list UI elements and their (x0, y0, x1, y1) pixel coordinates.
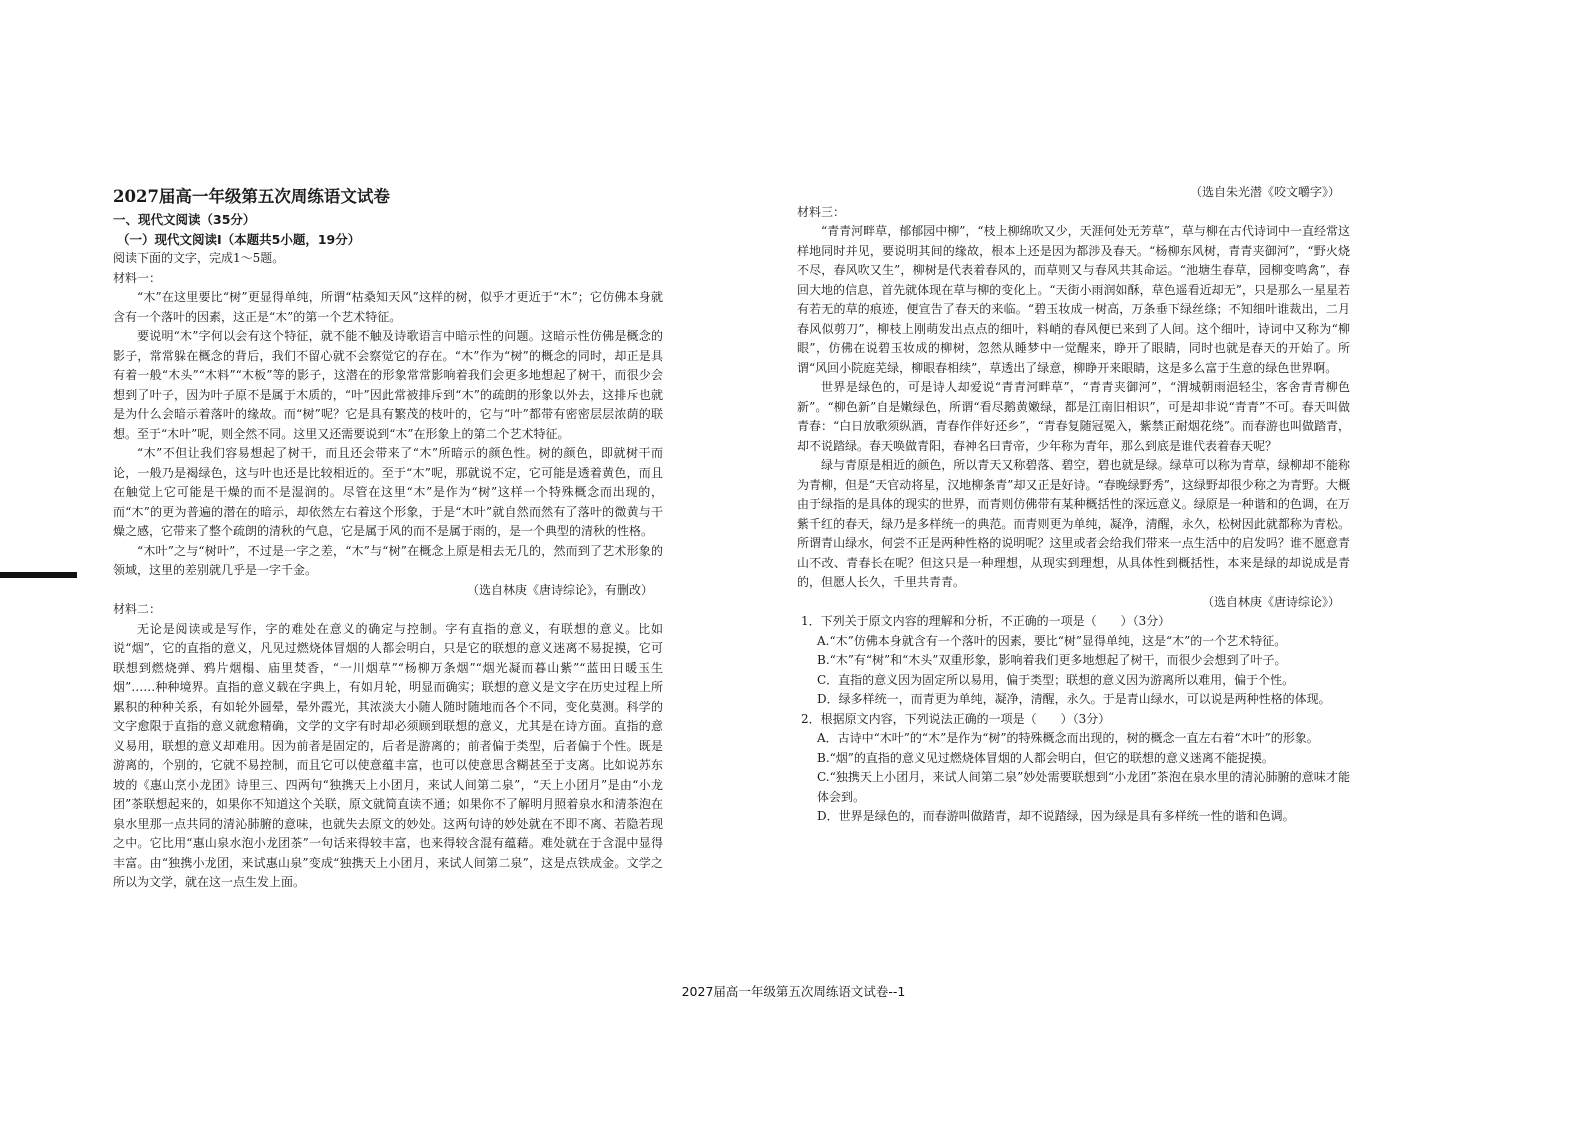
material-3-para: “青青河畔草，郁郁园中柳”，“枝上柳绵吹又少，天涯何处无芳草”，草与柳在古代诗词中一直经常这样地同时并见，要说明其间的缘故，根本上还是因为都涉及春天。“杨柳东风树，青青夹御河”，“野火烧不尽，春风吹又生”，柳树是代表着春风的，而草则又与春风共其命运。“池塘生春草，园柳变鸣禽”，春回大地的信息，首先就体现在草与柳的变化上。“天街小雨润如酥，草色遥看近却无”，只是那么一星星若有若无的草的痕迹，便宣告了春天的来临。“碧玉妆成一树高，万条垂下绿丝绦；不知细叶谁裁出，二月春风似剪刀”，柳枝上刚萌发出点点的细叶，料峭的春风便已来到了人间。这个细叶，诗词中又称为“柳眼”，仿佛在说碧玉妆成的柳树，忽然从睡梦中一觉醒来，睁开了眼睛，同时也就是春天的开始了。所谓“风回小院庭芜绿，柳眼春相续”，草透出了绿意，柳睁开来眼睛，这是多么富于生意的绿色世界啊。 (797, 224, 1350, 375)
material-1-source: （选自林庚《唐诗综论》，有删改） (466, 582, 653, 597)
question-2-option-c: C.“独携天上小团月，来试人间第二泉”妙处需要联想到“小龙团”茶泡在泉水里的清沁肺腑的意味才能体会到。 (817, 770, 1350, 804)
material-2-para: 无论是阅读或是写作，字的难处在意义的确定与控制。字有直指的意义，有联想的意义。比如说“烟”，它的直指的意义，凡见过燃烧体冒烟的人都会明白，只是它的联想的意义迷离不易捉摸，它可联想到燃烧弹、鸦片烟榻、庙里焚香，“一川烟草”“杨柳万条烟”“烟光凝而暮山紫”“蓝田日暖玉生烟”……种种境界。直指的意义载在字典上，有如月轮，明显而确实；联想的意义是文字在历史过程上所累积的种种关系，有如轮外圆晕，晕外霞光，其浓淡大小随人随时随地而各个不同，变化莫测。科学的文字愈限于直指的意义就愈精确，文学的文字有时却必须顾到联想的意义，尤其是在诗方面。直指的意义易用，联想的意义却难用。因为前者是固定的，后者是游离的；前者偏于类型，后者偏于个性。既是游离的，个别的，它就不易控制，而且它可以使意蕴丰富，也可以使意思含糊甚至于支离。比如说苏东坡的《惠山烹小龙团》诗里三、四两句“独携天上小团月，来试人间第二泉”，“天上小团月”是由“小龙团”茶联想起来的，如果你不知道这个关联，原文就简直读不通；如果你不了解明月照着泉水和清茶泡在泉水里那一点共同的清沁肺腑的意味，也就失去原文的妙处。这两句诗的妙处就在不即不离、若隐若现之中。它比用“惠山泉水泡小龙团茶”一句话来得较丰富，也来得较含混有蕴藉。难处就在于含混中显得丰富。由“独携小龙团，来试惠山泉”变成“独携天上小团月，来试人间第二泉”，这是点铁成金。文学之所以为文学，就在这一点生发上面。 (113, 621, 663, 889)
question-2-option-a: A．古诗中“木叶”的“木”是作为“树”的特殊概念而出现的，树的概念一直左右着“木叶”的形象。 (817, 731, 1319, 745)
reading-instruction: 阅读下面的文字，完成1～5题。 (113, 251, 285, 265)
material-3-para: 世界是绿色的，可是诗人却爱说“青青河畔草”，“青青夹御河”，“渭城朝雨浥轻尘，客舍青青柳色新”。“柳色新”自是嫩绿色，所谓“看尽鹅黄嫩绿，都是江南旧相识”，可是却非说“青青”不可。春天叫做青春：“白日放歌须纵酒，青春作伴好还乡”，“青春复随冠冕入，紫禁正耐烟花绕”。而春游也叫做踏青，却不说踏绿。春天唤做青阳，春神名曰青帝，少年称为青年，那么到底是谁代表着春天呢？ (797, 380, 1350, 453)
binding-line-mark (0, 572, 77, 578)
material-1-para: “木”在这里要比“树”更显得单纯，所谓“枯桑知天风”这样的树，似乎才更近于“木”；它仿佛本身就含有一个落叶的因素，这正是“木”的第一个艺术特征。 (113, 290, 663, 324)
question-2-option-b: B.“烟”的直指的意义见过燃烧体冒烟的人都会明白，但它的联想的意义迷离不能捉摸。 (817, 750, 1274, 765)
question-1-option-a: A.“木”仿佛本身就含有一个落叶的因素，要比“树”显得单纯，这是“木”的一个艺术特征。 (817, 633, 1287, 648)
question-1-stem: 1．下列关于原文内容的理解和分析，不正确的一项是（ ）（3分） (801, 614, 1171, 628)
material-2-label: 材料二： (113, 602, 162, 616)
question-2-stem: 2．根据原文内容，下列说法正确的一项是（ ）（3分） (801, 711, 1111, 726)
question-1-option-c: C．直指的意义因为固定所以易用，偏于类型；联想的意义因为游离所以难用，偏于个性。 (817, 672, 1295, 687)
material-2-source: （选自朱光潜《咬文嚼字》） (1189, 185, 1340, 199)
material-3-para: 绿与青原是相近的颜色，所以青天又称碧落、碧空，碧也就是绿。绿草可以称为青草，绿柳却不能称为青柳，但是“天官动将星，汉地柳条青”却又正是好诗。“春晚绿野秀”，这绿野却很少称之为青野。大概由于绿指的是具体的现实的世界，而青则仿佛带有某种概括性的深远意义。绿原是一种谐和的色调，在万紫千红的春天，绿乃是多样统一的典范。而青则更为单纯，凝净，清醒，永久，松树因此就都称为青松。所谓青山绿水，何尝不正是两种性格的说明呢？这里或者会给我们带来一点生活中的启发吗？谁不愿意青山不改、青春长在呢？但这只是一种理想，从现实到理想，从具体性到概括性，本来是绿的却说成是青的，但愿人长久，千里共青青。 (797, 458, 1350, 589)
question-2-option-d: D．世界是绿色的，而春游叫做踏青，却不说踏绿，因为绿是具有多样统一性的谐和色调。 (817, 809, 1295, 823)
page-footer: 2027届高一年级第五次周练语文试卷--1 (681, 984, 906, 999)
material-1-para: “木”不但让我们容易想起了树干，而且还会带来了“木”所暗示的颜色性。树的颜色，即就树干而论，一般乃是褐绿色，这与叶也还是比较相近的。至于“木”呢，那就说不定，它可能是透着黄色，而且在触觉上它可能是干燥的而不是湿润的。尽管在这里“木”是作为“树”这样一个特殊概念而出现的，而“木”的更为普遍的潜在的暗示，却依然左右着这个形象，于是“木叶”就自然而然有了落叶的微黄与干燥之感，它带来了整个疏朗的清秋的气息，它是属于风的而不是属于雨的，是一个典型的清秋的性格。 (113, 446, 663, 538)
sub-section-heading: （一）现代文阅读Ⅰ（本题共5小题，19分） (117, 231, 361, 247)
material-3-source: （选自林庚《唐诗综论》） (1201, 594, 1340, 609)
question-1-option-b: B.“木”有“树”和“木头”双重形象，影响着我们更多地想起了树干，而很少会想到了叶子。 (817, 653, 1287, 667)
right-column (797, 183, 1350, 827)
material-1-label: 材料一： (113, 270, 162, 285)
material-1-para: “木叶”之与“树叶”，不过是一字之差，“木”与“树”在概念上原是相去无几的，然而到了艺术形象的领域，这里的差别就几乎是一字千金。 (113, 543, 663, 577)
left-column (113, 186, 663, 893)
question-1-option-d: D．绿多样统一，而青更为单纯，凝净，清醒，永久。于是青山绿水，可以说是两种性格的体现。 (817, 692, 1331, 706)
material-3-label: 材料三： (797, 204, 846, 219)
section-heading: 一、现代文阅读（35分） (113, 212, 256, 227)
exam-title: 2027届高一年级第五次周练语文试卷 (113, 187, 390, 206)
material-1-para: 要说明“木”字何以会有这个特征，就不能不触及诗歌语言中暗示性的问题。这暗示性仿佛是概念的影子，常常躲在概念的背后，我们不留心就不会察觉它的存在。“木”作为“树”的概念的同时，却正是具有着一般“木头”“木料”“木板”等的影子，这潜在的形象常常影响着我们会更多地想起了树干，而很少会想到了叶子，因为叶子原不是属于木质的，“叶”因此常被排斥到“木”的疏朗的形象以外去，这排斥也就是为什么会暗示着落叶的缘故。而“树”呢？它是具有繁茂的枝叶的，它与“叶”都带有密密层层浓荫的联想。至于“木叶”呢，则全然不同。这里又还需要说到“木”在形象上的第二个艺术特征。 (113, 329, 663, 441)
